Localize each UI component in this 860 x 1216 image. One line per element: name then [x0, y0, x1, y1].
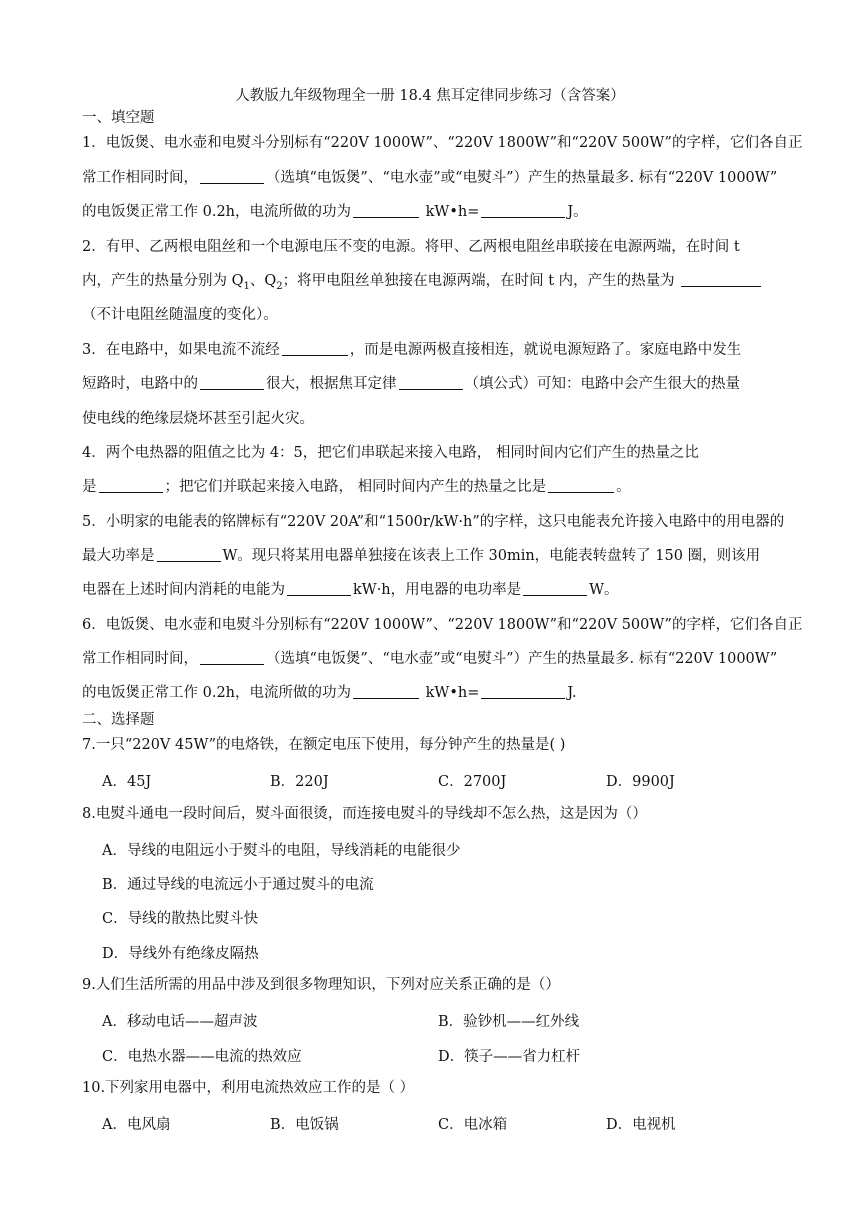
q9-option-d[interactable]: D．筷子——省力杠杆 [438, 1049, 581, 1065]
q8-option-b[interactable]: B．通过导线的电流远小于通过熨斗的电流 [102, 877, 374, 893]
q6-line3 [82, 684, 782, 702]
q10-stem: 10.下列家用电器中，利用电流热效应工作的是（ ） [82, 1080, 415, 1096]
answer-blank[interactable] [523, 581, 587, 596]
q5-line3 [82, 581, 782, 599]
q1-text: 常工作相同时间， [82, 170, 198, 186]
answer-blank[interactable] [157, 547, 221, 562]
answer-blank[interactable] [287, 581, 351, 596]
q6-line1: 6．电饭煲、电水壶和电熨斗分别标有“220V 1000W”、“220V 1800W”和“220V 500W”的字样，它们各自正 [82, 617, 803, 633]
subscript: 2 [276, 280, 283, 292]
answer-blank[interactable] [399, 375, 463, 390]
q1-text: （选填“电饭煲”、“电水壶”或“电熨斗”）产生的热量最多. 标有“220V 1000W” [266, 170, 778, 186]
q5-text: 电器在上述时间内消耗的电能为 [82, 582, 285, 598]
q7-option-b[interactable]: B．220J [270, 774, 329, 790]
q4-text: ；把它们并联起来接入电路， 相同时间内产生的热量之比是 [164, 479, 547, 495]
answer-blank[interactable] [200, 650, 264, 665]
q1-text: kW•h= [421, 204, 480, 220]
q3-text: （填公式）可知：电路中会产生很大的热量 [464, 376, 740, 392]
q9-option-c[interactable]: C．电热水器——电流的热效应 [102, 1049, 302, 1065]
q3-line2 [82, 375, 782, 393]
answer-blank[interactable] [353, 203, 419, 218]
q10-option-c[interactable]: C．电冰箱 [438, 1117, 508, 1133]
q7-option-d[interactable]: D．9900J [606, 774, 675, 790]
q2-text: ；将甲电阻丝单独接在电源两端，在时间 t 内，产生的热量为 [282, 273, 680, 289]
q1-line3 [82, 203, 782, 221]
answer-blank[interactable] [200, 375, 264, 390]
q3-line3: 使电线的绝缘层烧坏甚至引起火灾。 [82, 411, 314, 427]
answer-blank[interactable] [99, 478, 163, 493]
subscript: 1 [243, 280, 250, 292]
q10-option-a[interactable]: A．电风扇 [102, 1117, 171, 1133]
q1-text: 的电饭煲正常工作 0.2h，电流所做的功为 [82, 204, 352, 220]
q6-line2 [82, 650, 782, 668]
q5-text: W。 [589, 582, 619, 598]
q8-option-d[interactable]: D．导线外有绝缘皮隔热 [102, 946, 259, 962]
q5-text: 最大功率是 [82, 548, 155, 564]
q9-option-b[interactable]: B．验钞机——红外线 [438, 1014, 580, 1030]
q8-stem: 8.电熨斗通电一段时间后，熨斗面很烫，而连接电熨斗的导线却不怎么热，这是因为（） [82, 806, 647, 822]
q8-option-c[interactable]: C．导线的散热比熨斗快 [102, 911, 259, 927]
q2-line1: 2．有甲、乙两根电阻丝和一个电源电压不变的电源。将甲、乙两根电阻丝串联接在电源两端，在时间 t [82, 239, 740, 255]
q6-text: J. [567, 685, 577, 701]
q6-text: （选填“电饭煲”、“电水壶”或“电熨斗”）产生的热量最多. 标有“220V 1000W” [266, 651, 778, 667]
answer-blank[interactable] [353, 684, 419, 699]
q6-text: kW•h= [421, 685, 480, 701]
q5-text: kW·h，用电器的电功率是 [353, 582, 522, 598]
q2-line2 [82, 272, 782, 296]
answer-blank[interactable] [481, 684, 565, 699]
section-fill-in: 一、填空题 [82, 110, 155, 126]
q2-text: 内，产生的热量分别为 Q [82, 273, 244, 289]
q3-text: 3．在电路中，如果电流不流经 [82, 342, 280, 358]
q10-option-b[interactable]: B．电饭锅 [270, 1117, 339, 1133]
document-title: 人教版九年级物理全一册 18.4 焦耳定律同步练习（含答案） [235, 88, 625, 104]
q2-text: 、Q [249, 273, 277, 289]
q6-text: 的电饭煲正常工作 0.2h，电流所做的功为 [82, 685, 352, 701]
q1-line2 [82, 169, 782, 187]
q1-line1: 1．电饭煲、电水壶和电熨斗分别标有“220V 1000W”、“220V 1800W”和“220V 500W”的字样，它们各自正 [82, 135, 803, 151]
q9-option-a[interactable]: A．移动电话——超声波 [102, 1014, 258, 1030]
q4-line2 [82, 478, 782, 496]
q3-text: 短路时，电路中的 [82, 376, 198, 392]
q5-line2 [82, 547, 782, 565]
q10-option-d[interactable]: D．电视机 [606, 1117, 676, 1133]
q3-line1 [82, 341, 782, 359]
q4-line1: 4．两个电热器的阻值之比为 4：5，把它们串联起来接入电路， 相同时间内它们产生的热量之比 [82, 445, 699, 461]
q7-option-a[interactable]: A．45J [102, 774, 152, 790]
q4-text: 是 [82, 479, 97, 495]
q9-stem: 9.人们生活所需的用品中涉及到很多物理知识，下列对应关系正确的是（） [82, 977, 560, 993]
q7-option-c[interactable]: C．2700J [438, 774, 507, 790]
q5-text: W。现只将某用电器单独接在该表上工作 30min，电能表转盘转了 150 圈，则该用 [222, 548, 761, 564]
q3-text: 很大，根据焦耳定律 [266, 376, 397, 392]
q1-text: J。 [567, 204, 588, 220]
answer-blank[interactable] [282, 341, 348, 356]
q4-text: 。 [616, 479, 631, 495]
answer-blank[interactable] [200, 169, 264, 184]
answer-blank[interactable] [681, 272, 761, 287]
q3-text: ，而是电源两极直接相连，就说电源短路了。家庭电路中发生 [349, 342, 742, 358]
q7-stem: 7.一只“220V 45W”的电烙铁，在额定电压下使用，每分钟产生的热量是( ) [82, 737, 566, 753]
answer-blank[interactable] [548, 478, 614, 493]
section-multiple-choice: 二、选择题 [82, 712, 155, 728]
answer-blank[interactable] [481, 203, 565, 218]
q8-option-a[interactable]: A．导线的电阻远小于熨斗的电阻，导线消耗的电能很少 [102, 843, 461, 859]
q2-line3: （不计电阻丝随温度的变化）。 [82, 307, 278, 323]
q6-text: 常工作相同时间， [82, 651, 198, 667]
q5-line1: 5．小明家的电能表的铭牌标有“220V 20A”和“1500r/kW·h”的字样，这只电能表允许接入电路中的用电器的 [82, 514, 785, 530]
